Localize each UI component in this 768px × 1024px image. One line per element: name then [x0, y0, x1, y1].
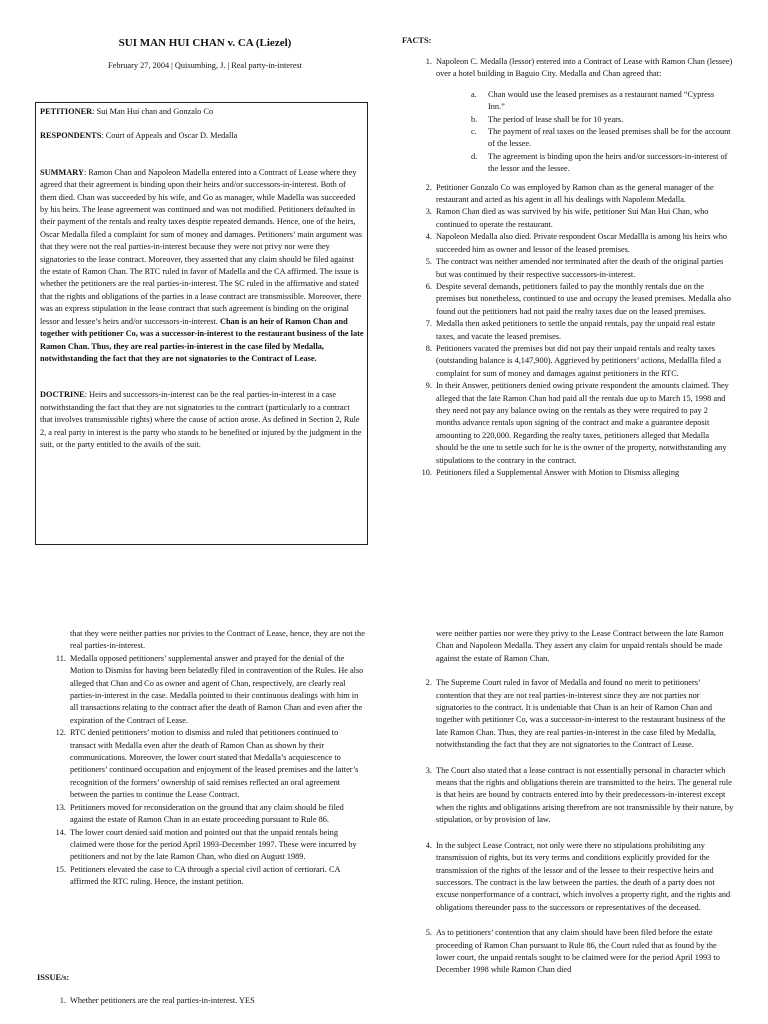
list-item: 9. In their Answer, petitioners denied owing private respondent the amounts claimed. They alleged that the late Ramon Chan had paid all the rentals due up to March 15, 1998 and they need not pay any balance owing on the rentals as they were required to pay 2 months advance rentals upon signing of the contract and make a guarantee deposit amounting to 220,000. Regarding the realty taxes, petitioners alleged that Medalla should be the one to settle such for he is the owner of the property, notwithstanding any stipulations to the contrary in the contract.	[425, 381, 729, 465]
list-item: 1. Whether petitioners are the real parties-in-interest. YES	[59, 996, 255, 1005]
respondents-label: RESPONDENTS	[40, 131, 102, 141]
case-subtitle: February 27, 2004 | Quisumbing, J. | Real party-in-interest	[108, 61, 302, 70]
list-item: 7. Medalla then asked petitioners to settle the unpaid rentals, pay the unpaid real estate taxes, and vacate the leased premises.	[425, 319, 716, 341]
list-item: 8. Petitioners vacated the premises but did not pay their unpaid rentals and realty taxes (outstanding balance is 4,147,900). Aggrieved by petitioners’ actions, Medallla filed a complaint for sum of money and damages against petitioners in the RTC.	[425, 343, 722, 378]
list-item: 5. As to petitioners’ contention that any claim should have been filed before the estate proceeding of Ramon Chan pursuant to Rule 86, the Court ruled that as found by the lower court, the unpaid rentals sought to be claimed were for the period April 1993 to December 1998 while Ramon Chan died	[425, 928, 720, 975]
list-item: 4. In the subject Lease Contract, not only were there no stipulations prohibiting any transmission of rights, but its very terms and conditions explicitly provided for the transmission of the rights of the lessor and of the lessee to their respective heirs and successors. The contract is the law between the parties. the death of a party does not excuse nonperformance of a contract, which involves a property right, and the rights and obligations thereunder pass to the successors or representatives of the deceased.	[425, 840, 731, 912]
lower-right-column	[425, 628, 734, 977]
sub-list-item: d. The agreement is binding upon the heirs and/or successors-in-interest of the lessor and the lessee.	[471, 151, 728, 174]
list-item: 10. Petitioners filed a Supplemental Answer with Motion to Dismiss alleging	[421, 468, 680, 477]
petitioner-label: PETITIONER	[40, 107, 93, 116]
list-item: 3. The Court also stated that a lease contract is not essentially personal in character which means that the rights and obligations therein are transmitted to the heirs. The general rule is that heirs are bound by contracts entered into by their predecessors-in-interest except when the rights and obligations arising therefrom are not transmissible by their nature, by stipulation, or by provision of law.	[425, 765, 734, 825]
sub-list-item: a. Chan would use the leased premises as a restaurant named “Cypress Inn.”	[471, 89, 715, 112]
summary-paragraph	[40, 167, 364, 366]
case-title: SUI MAN HUI CHAN v. CA (Liezel)	[118, 37, 292, 49]
summary-label: SUMMARY	[40, 167, 84, 177]
petitioner-line	[40, 106, 364, 118]
summary-bold-text: Chan is an heir of Ramon Chan and together with petitioner Co, was a successor-in-interest to the restaurant business of the late Ramon Chan. Thus, they are real parties-in-interest in the case filed by Medalla, notwithstanding the fact that they are not signatories to the Contract of Lease.	[40, 316, 364, 363]
respondents-line	[40, 130, 364, 142]
issue-heading: ISSUE/s:	[37, 973, 70, 982]
lower-left-column	[55, 628, 365, 889]
list-item: 15. Petitioners elevated the case to CA through a special civil action of certiorari. CA affirmed the RTC ruling. Hence, the instant petition.	[55, 864, 341, 887]
list-item: 14. The lower court denied said motion and pointed out that the unpaid rentals being claimed were those for the period April 1993-December 1997. These were incurred by petitioners and not by the late Ramon Chan, who died on August 1989.	[55, 827, 357, 862]
list-item: 4. Napoleon Medalla also died. Private respondent Oscar Medallla is among his heirs who succeeded him as owner and lessor of the leased premises.	[425, 232, 728, 254]
facts-list	[421, 56, 733, 479]
list-item: 5. The contract was neither amended nor terminated after the death of the original parties but was continued by their respective successors-in-interest.	[425, 257, 724, 279]
list-item: 2. The Supreme Court ruled in favor of Medalla and found no merit to petitioners’ contention that they are not real parties-in-interest since they are not parties nor signatories to the contract. It is undeniable that Chan is an heir of Ramon Chan and together with petitioner Co, was a successor-in-interest to the restaurant business of the late Ramon Chan. Thus, they are real parties-in-interest in the case filed by Medalla, notwithstanding the fact that they are not signatories to the Contract of Lease.	[425, 678, 726, 750]
issue-list	[59, 995, 365, 1007]
list-item: 1. Napoleon C. Medalla (lessor) entered into a Contract of Lease with Ramon Chan (lessee) over a hotel building in Baguio City. Medalla and Chan agreed that: a. Chan would use the leased premises as a restaurant named “Cypress Inn.” b. The period of lease shall be for 10 years. c. The payment of real taxes on the leased premises shall be for the account of the lessee. d. The agreement is binding upon the heirs and/or successors-in-interest of the lessor and the lessee.	[436, 56, 733, 176]
petitioner-value: : Sui Man Hui chan and Gonzalo Co	[92, 107, 214, 116]
respondents-value: : Court of Appeals and Oscar D. Medalla	[101, 131, 238, 141]
sub-list-item: b. The period of lease shall be for 10 years.	[471, 114, 624, 124]
doctrine-label: DOCTRINE	[40, 390, 85, 400]
summary-text: : Ramon Chan and Napoleon Madella entered into a Contract of Lease where they agreed that their agreement is binding upon their heirs and/or successors-in-interest. Both of them died. Chan was succeeded by his wife, and Go as manager, while Madella was succeeded by his heirs. The lease agreement was continued and was not modified. Petitioners defaulted in their payment of the rentals and realty taxes despite repeated demands. Hence, one of the heirs, Oscar Medalla filed a complaint for sum of money and damages. Petitioners’ main argument was that they were not the real parties-in-interest because they were not privy nor were they signatories to the lease contract. Moreover, they asserted that any claim should be filed against the estate of Ramon Chan. The RTC ruled in favor of Madella and the CA affirmed. The issue is whether the petitioners are the real parties-in-interest. The SC ruled in the affirmative and stated that the rights and obligations of the parties in a lease contract are transmissible. Moreover, there was an express stipulation in the lease contract that such agreement is binding on the original lessor and lessee’s heirs and/or successors-in-interest.	[40, 167, 363, 326]
doctrine-paragraph	[40, 389, 364, 451]
facts-heading: FACTS:	[402, 36, 432, 45]
list-item: 6. Despite several demands, petitioners failed to pay the monthly rentals due on the premises but nonetheless, continued to use and occupy the leased premises. Medalla also found out the petitioners had not paid the realty taxes due on the leased premises.	[425, 281, 731, 316]
sub-list	[471, 89, 733, 176]
continuation-text: were neither parties nor were they privy to the Lease Contract between the late Ramon Chan and Napoleon Medalla. They assert any claim for unpaid rentals should be made against the estate of Ramon Chan.	[436, 629, 724, 663]
continuation-text: that they were neither parties nor privies to the Contract of Lease, hence, they are not the real parties-in-interest.	[70, 629, 365, 651]
list-item: 2. Petitioner Gonzalo Co was employed by Ramon chan as the general manager of the restaurant and acted as his agent in all his dealings with Napoleon Medalla.	[425, 182, 714, 205]
list-item: 12. RTC denied petitioners’ motion to dismiss and ruled that petitioners continued to transact with Medalla even after the death of Ramon Chan as shown by their communications. Moreover, the lower court stated that Medalla’s acquiescence to petitioners’ continued occupation and enjoyment of the leased premises and the latter’s recognition of the formers’ ownership of said remises reflected an oral agreement between the parties to continue the Lease Contract.	[55, 728, 359, 800]
case-summary-box	[35, 102, 368, 545]
doctrine-text: : Heirs and successors-in-interest can be the real parties-in-interest in a case notwithstanding the fact that they are not signatories to the contract (particularly to a contract that involves transmissible rights) where the cause of action arose. As defined in Section 2, Rule 2, a real party in interest is the party who stands to be benefited or injured by the judgment in the suit, or the party entitled to the avails of the suit.	[40, 390, 362, 449]
list-item: 11. Medalla opposed petitioners’ supplemental answer and prayed for the denial of the Motion to Dismiss for having been belatedly filed in contravention of the Rules. He also alleged that Chan and Co as owner and agent of Chan, respectively, are clearly real parties-in-interest in the case. Medalla pointed to their continuous dealings with him in all transactions relating to the contract after the death of Ramon Chan and even after the expiration of the Contract of Lease.	[55, 653, 364, 725]
list-item: 3. Ramon Chan died as was survived by his wife, petitioner Sui Man Hui Chan, who continued to operate the restaurant.	[425, 207, 709, 229]
list-item: 13. Petitioners moved for reconsideration on the ground that any claim should be filed against the estate of Ramon Chan in an estate proceeding pursuant to Rule 86.	[55, 802, 344, 825]
sub-list-item: c. The payment of real taxes on the leased premises shall be for the account of the lessee.	[471, 127, 731, 149]
